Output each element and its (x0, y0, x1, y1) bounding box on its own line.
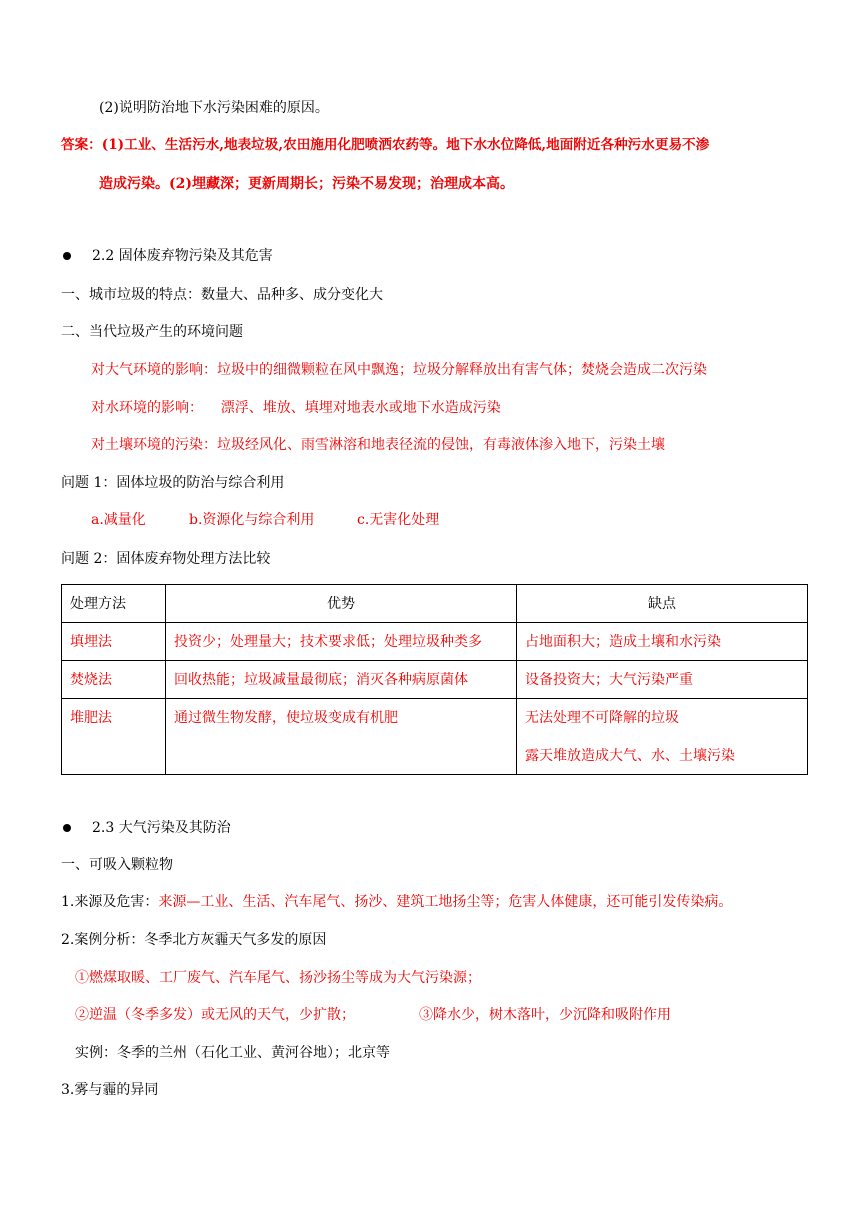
header-pros: 优势 (166, 585, 517, 623)
table-row (62, 661, 808, 699)
con-cell: 设备投资大；大气污染严重 (517, 661, 808, 699)
bullet-icon (63, 824, 71, 832)
option-c: c.无害化处理 (357, 512, 440, 528)
table-row (62, 699, 808, 775)
case-analysis: 2.案例分析：冬季北方灰霾天气多发的原因 (61, 932, 327, 948)
option-b: b.资源化与综合利用 (189, 512, 315, 528)
fog-haze-heading: 3.雾与霾的异同 (61, 1082, 159, 1098)
pro-cell: 回收热能；垃圾减量最彻底；消灭各种病原菌体 (166, 661, 517, 699)
source-harm (61, 892, 732, 912)
section-2-2-title: 2.2 固体废弃物污染及其危害 (92, 248, 273, 264)
option-a: a.减量化 (91, 512, 146, 528)
comparison-table (61, 584, 808, 775)
reason-2: ②逆温（冬季多发）或无风的天气，少扩散； (75, 1007, 355, 1023)
con-cell (517, 699, 808, 775)
method-cell: 填埋法 (62, 623, 166, 661)
reason-1: ①燃煤取暖、工厂废气、汽车尾气、扬沙扬尘等成为大气污染源； (75, 970, 481, 986)
con-cell: 占地面积大；造成土壤和水污染 (517, 623, 808, 661)
water-impact: 对水环境的影响： 漂浮、堆放、填埋对地表水或地下水造成污染 (91, 400, 501, 416)
table-header-row (62, 585, 808, 623)
example: 实例：冬季的兰州（石化工业、黄河谷地）；北京等 (75, 1045, 390, 1061)
source-harm-text: 来源—工业、生活、汽车尾气、扬沙、建筑工地扬尘等；危害人体健康，还可能引发传染病。 (158, 894, 733, 910)
source-harm-label: 1.来源及危害： (61, 894, 159, 910)
pro-cell: 投资少；处理量大；技术要求低；处理垃圾种类多 (166, 623, 517, 661)
answer-line-2: 造成污染。(2)埋藏深；更新周期长；污染不易发现；治理成本高。 (99, 176, 514, 192)
con-line-1: 无法处理不可降解的垃圾 (525, 710, 679, 726)
header-method: 处理方法 (62, 585, 166, 623)
problem-2-heading: 问题 2：固体废弃物处理方法比较 (61, 551, 271, 567)
table-row (62, 623, 808, 661)
header-cons: 缺点 (517, 585, 808, 623)
section-2-3-title: 2.3 大气污染及其防治 (92, 820, 231, 836)
reason-3: ③降水少，树木落叶，少沉降和吸附作用 (419, 1007, 671, 1023)
pm-heading: 一、可吸入颗粒物 (61, 857, 173, 873)
answer-line-1: 答案：(1)工业、生活污水,地表垃圾,农田施用化肥喷洒农药等。地下水水位降低,地面附近各种污水更易不渗 (61, 137, 710, 153)
air-impact: 对大气环境的影响：垃圾中的细微颗粒在风中飘逸；垃圾分解释放出有害气体；焚烧会造成二次污染 (91, 362, 707, 378)
method-cell: 焚烧法 (62, 661, 166, 699)
problem-1-heading: 问题 1：固体垃圾的防治与综合利用 (61, 475, 285, 491)
method-cell: 堆肥法 (62, 699, 166, 775)
con-line-2: 露天堆放造成大气、水、土壤污染 (525, 748, 735, 764)
env-problems-heading: 二、当代垃圾产生的环境问题 (61, 324, 243, 340)
pro-cell: 通过微生物发酵，使垃圾变成有机肥 (166, 699, 517, 775)
city-garbage-features: 一、城市垃圾的特点：数量大、品种多、成分变化大 (61, 287, 383, 303)
question-2: (2)说明防治地下水污染困难的原因。 (99, 100, 329, 116)
soil-impact: 对土壤环境的污染：垃圾经风化、雨雪淋溶和地表径流的侵蚀，有毒液体渗入地下，污染土壤 (91, 437, 665, 453)
bullet-icon (63, 252, 71, 260)
